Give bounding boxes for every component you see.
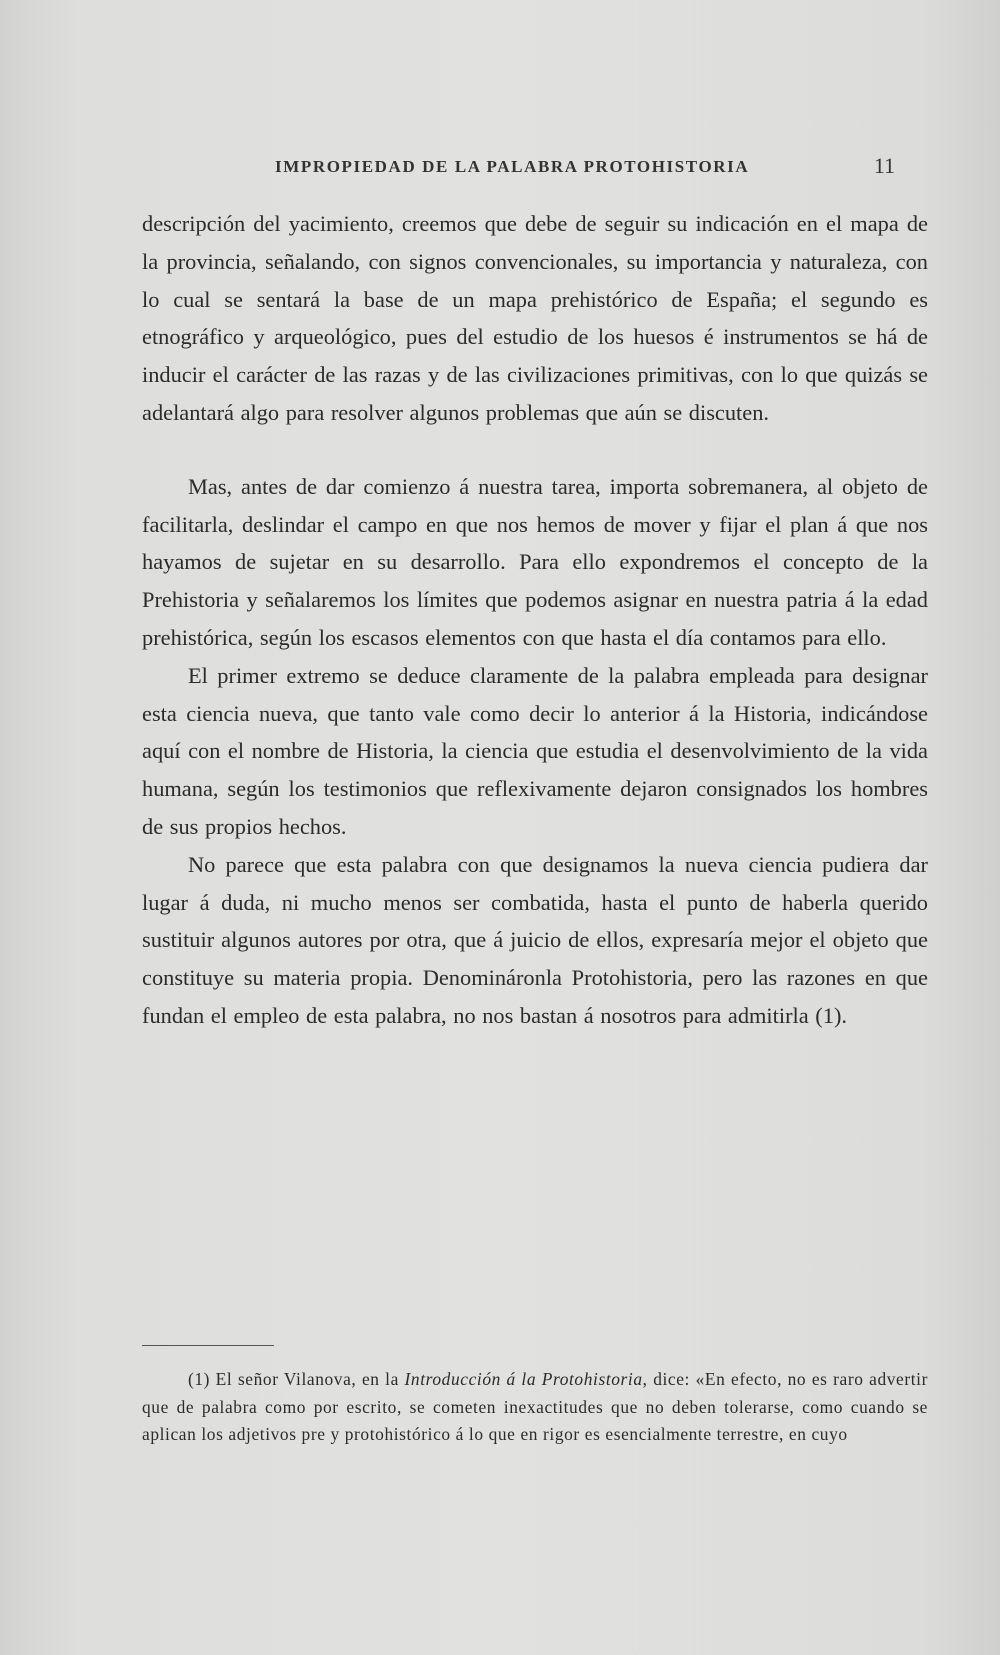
footnote: [142, 1366, 928, 1449]
footnote-cited-title: Introducción á la Protohistoria: [404, 1369, 643, 1389]
footnote-divider: [142, 1345, 274, 1346]
footnote-text-start: (1) El señor Vilanova, en la: [188, 1369, 405, 1389]
body-text: [142, 205, 928, 1035]
paragraph: El primer extremo se deduce claramente de la palabra empleada para designar esta ciencia nueva, que tanto vale como decir lo anterior á la Historia, indicándose aquí con el nombre de Historia, la ciencia que estudia el desenvolvimiento de la vida humana, según los testimonios que reflexivamente dejaron consignados los hombres de sus propios hechos.: [142, 662, 928, 839]
paragraph-continuation: descripción del yacimiento, creemos que debe de seguir su indicación en el mapa de la provincia, señalando, con signos convencionales, su importancia y naturaleza, con lo cual se sentará la base de un mapa prehistórico de España; el segundo es etnográfico y arqueológico, pues del estudio de los huesos é instrumentos se há de inducir el carácter de las razas y de las civilizaciones primitivas, con lo que quizás se adelantará algo para resolver algunos problemas que aún se discuten.: [142, 211, 928, 425]
running-title: IMPROPIEDAD DE LA PALABRA PROTOHISTORIA: [275, 157, 750, 176]
footnote-text-rest: , dice: «En efecto, no es raro advertir que de palabra como por escrito, se cometen inexactitudes que no deben tolerarse, como cuando se aplican los adjetivos pre y protohistórico á lo que en rigor es esencialmente terrestre, en cuyo: [142, 1369, 928, 1444]
page-number: 11: [873, 153, 895, 178]
paragraph: Mas, antes de dar comienzo á nuestra tarea, importa sobremanera, al objeto de facilitarla, deslindar el campo en que nos hemos de mover y fijar el plan á que nos hayamos de sujetar en su desarrollo. Para ello expondremos el concepto de la Prehistoria y señalaremos los límites que podemos asignar en nuestra patria á la edad prehistórica, según los escasos elementos con que hasta el día contamos para ello.: [142, 473, 928, 650]
page-header: [275, 153, 895, 183]
paragraph-gap: [142, 432, 928, 468]
paragraph: No parece que esta palabra con que designamos la nueva ciencia pudiera dar lugar á duda, ni mucho menos ser combatida, hasta el punto de haberla querido sustituir algunos autores por otra, que á juicio de ellos, expresaría mejor el objeto que constituye su materia propia. Denomináronla Protohistoria, pero las razones en que fundan el empleo de esta palabra, no nos bastan á nosotros para admitirla (1).: [142, 851, 928, 1028]
